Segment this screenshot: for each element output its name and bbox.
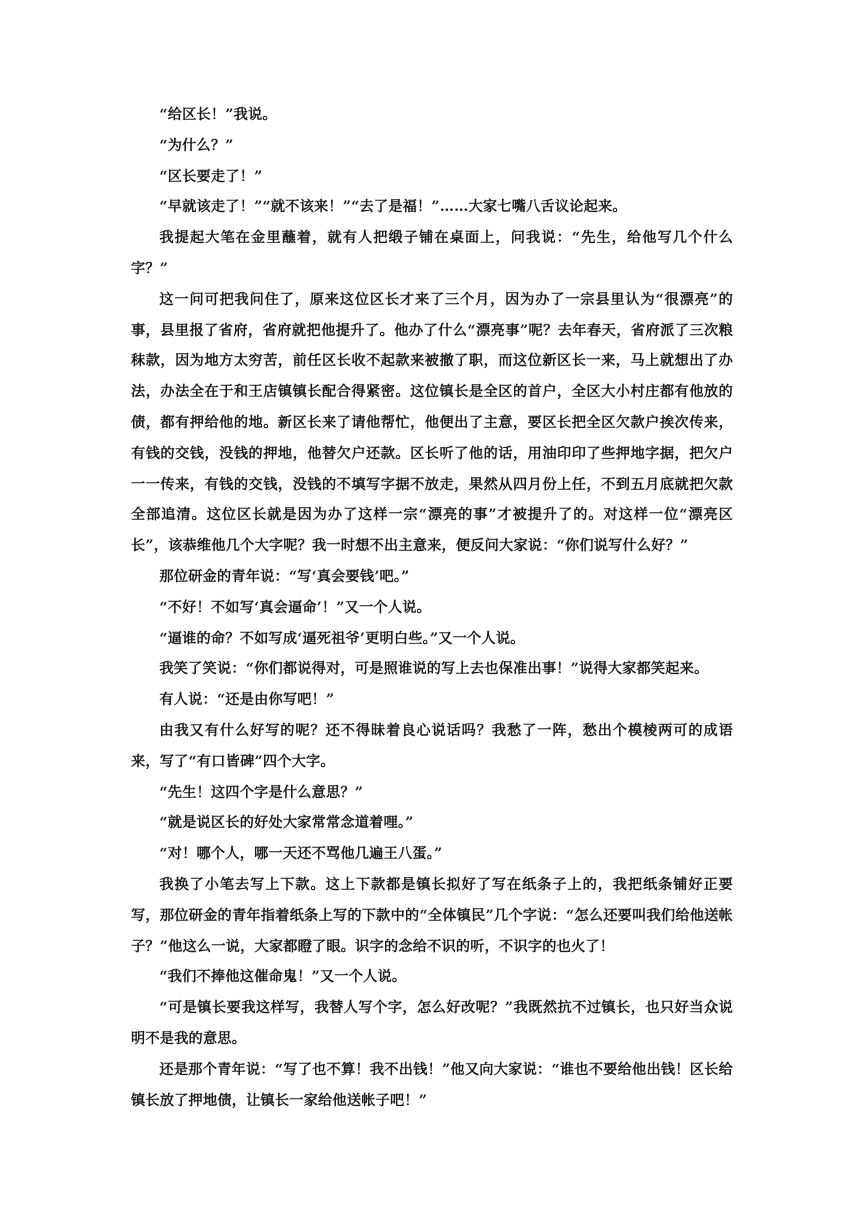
paragraph: “可是镇长要我这样写，我替人写个字，怎么好改呢？”我既然抗不过镇长，也只好当众说明不是我的意思。 xyxy=(131,1000,733,1047)
paragraph: “我们不捧他这催命鬼！”又一个人说。 xyxy=(159,969,407,986)
paragraph: 有人说：“还是由你写吧！” xyxy=(159,692,335,709)
paragraph: 由我又有什么好写的呢？还不得昧着良心说话吗？我愁了一阵，愁出个模棱两可的成语来，写了“有口皆碑”四个大字。 xyxy=(131,722,733,770)
paragraph: “先生！这四个字是什么意思？” xyxy=(159,784,364,801)
paragraph: “就是说区长的好处大家常常念道着哩。” xyxy=(159,815,414,832)
paragraph: “给区长！”我说。 xyxy=(159,107,277,123)
paragraph: 我换了小笔去写上下款。这上下款都是镇长拟好了写在纸条子上的，我把纸条铺好正要写，那位研金的青年指着纸条上写的下款中的“全体镇民”几个字说：“怎么还要叫我们给他送帐子？”他这么一说，大家都瞪了眼。识字的念给不识的听，不识字的也火了！ xyxy=(131,876,733,955)
paragraph: 我提起大笔在金里蘸着，就有人把缎子铺在桌面上，问我说：“先生，给他写几个什么字？” xyxy=(131,230,733,277)
paragraph: “为什么？” xyxy=(159,137,234,154)
paragraph: 我笑了笑说：“你们都说得对，可是照谁说的写上去也保准出事！”说得大家都笑起来。 xyxy=(159,661,709,678)
paragraph: 那位研金的青年说：“写‘真会要钱’吧。” xyxy=(159,568,410,585)
paragraph: “不好！不如写‘真会逼命’！”又一个人说。 xyxy=(159,599,431,616)
paragraph: “区长要走了！” xyxy=(159,168,263,185)
paragraph: 这一问可把我问住了，原来这位区长才来了三个月，因为办了一宗县里认为“很漂亮”的事，县里报了省府，省府就把他提升了。他办了什么“漂亮事”呢？去年春天，省府派了三次粮秣款，因为地方太穷苦，前任区长收不起款来被撤了职，而这位新区长一来，马上就想出了办法，办法全在于和王店镇镇长配合得紧密。这位镇长是全区的首户，全区大小村庄都有他放的债，都有押给他的地。新区长来了请他帮忙，他便出了主意，要区长把全区欠款户挨次传来，有钱的交钱，没钱的押地，他替欠户还款。区长听了他的话，用油印印了些押地字据，把欠户一一传来，有钱的交钱，没钱的不填写字据不放走，果然从四月份上任，不到五月底就把欠款全部追清。这位区长就是因为办了这样一宗“漂亮的事”才被提升了的。对这样一位“漂亮区长”，该恭维他几个大字呢？我一时想不出主意来，便反问大家说：“你们说写什么好？” xyxy=(131,291,733,555)
paragraph: “逼谁的命？不如写成‘逼死祖爷’更明白些。”又一个人说。 xyxy=(159,630,525,647)
paragraph: “对！哪个人，哪一天还不骂他几遍王八蛋。” xyxy=(159,846,443,863)
document-body xyxy=(131,100,733,1116)
paragraph: “早就该走了！”“就不该来！”“去了是福！”……大家七嘴八舌议论起来。 xyxy=(159,199,627,216)
paragraph: 还是那个青年说：“写了也不算！我不出钱！”他又向大家说：“谁也不要给他出钱！区长给镇长放了押地债，让镇长一家给他送帐子吧！” xyxy=(131,1061,733,1109)
